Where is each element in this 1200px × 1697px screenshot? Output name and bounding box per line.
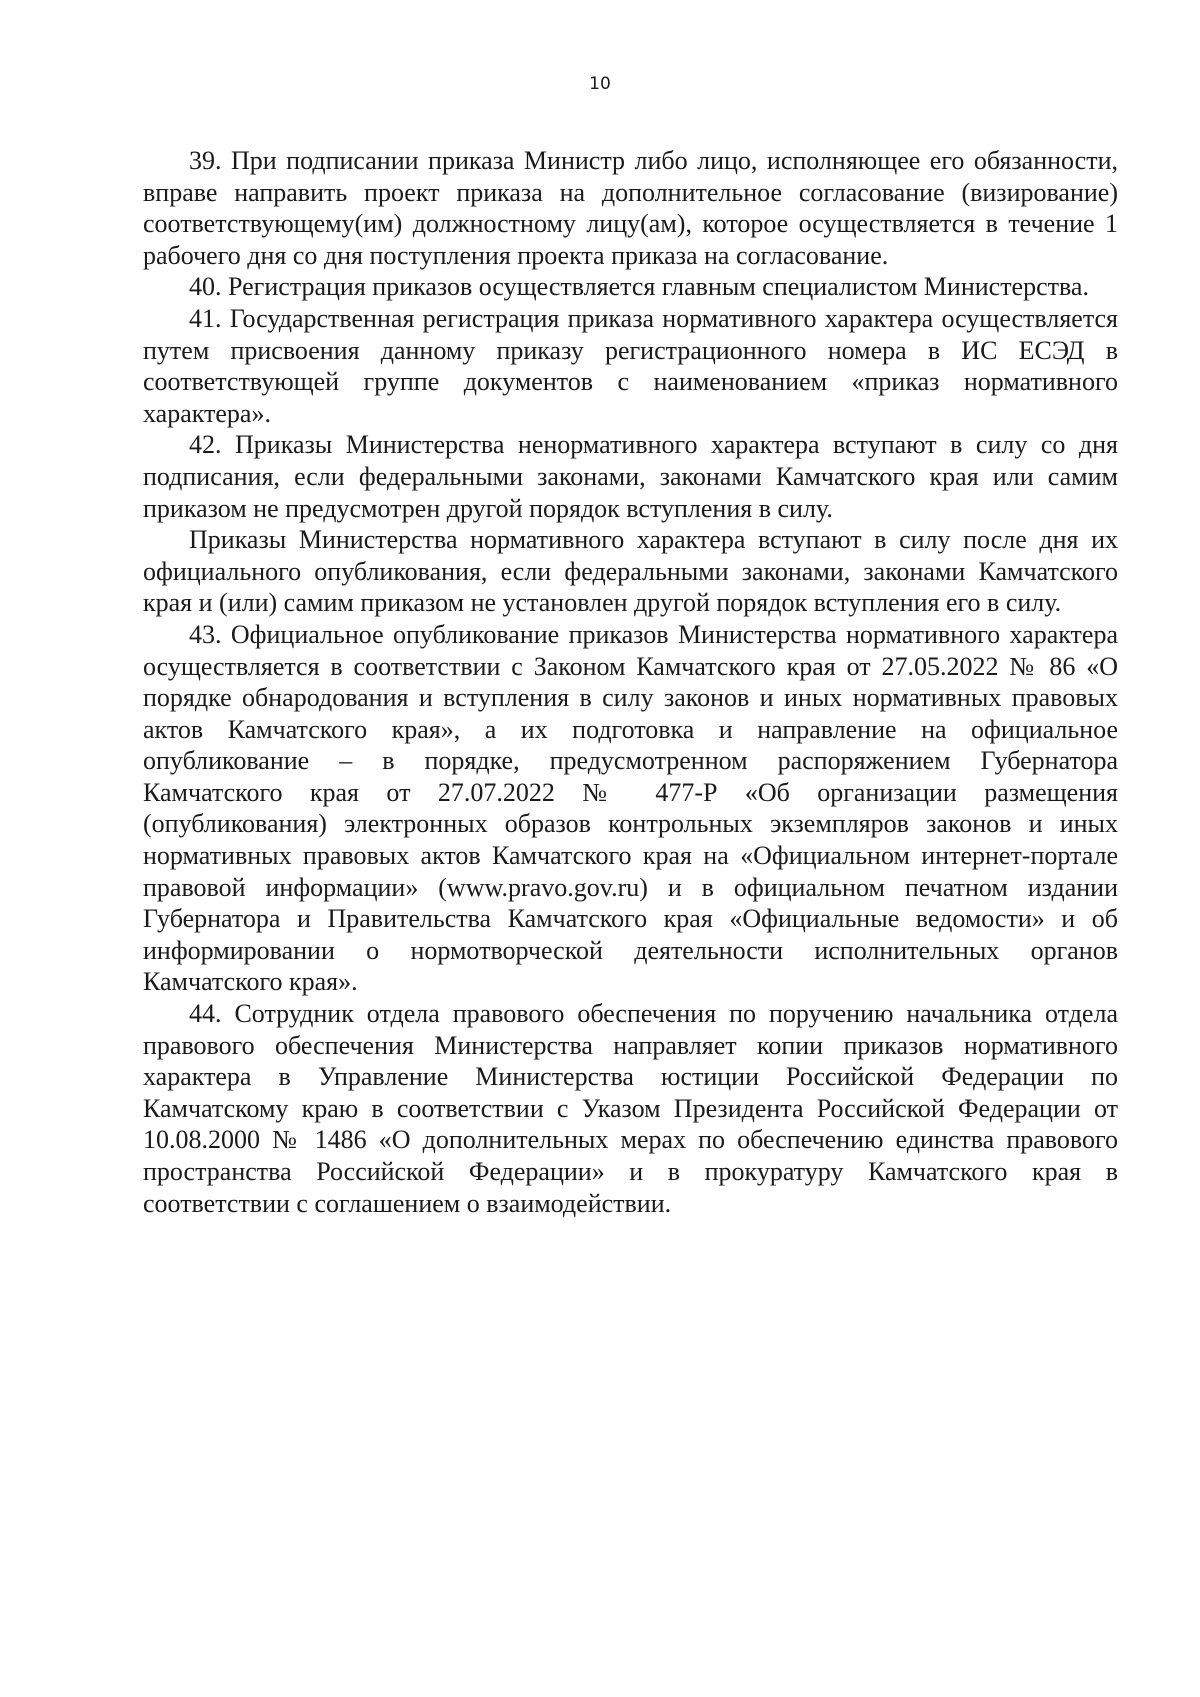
paragraph-42-continued: Приказы Министерства нормативного характера вступают в силу после дня их официального опубликования, если федеральными законами, законами Камчатского края и (или) самим приказом не установлен другой порядок вступления его в силу. [143, 525, 1118, 618]
paragraph-40: 40. Регистрация приказов осуществляется главным специалистом Министерства. [189, 272, 1089, 302]
paragraph-44: 44. Сотрудник отдела правового обеспечения по поручению начальника отдела правового обеспечения Министерства направляет копии приказов нормативного характера в Управление Министерства юстиции Российской Федерации по Камчатскому краю в соответствии с Указом Президента Российской Федерации от 10.08.2000 № 1486 «О дополнительных мерах по обеспечению единства правового пространства Российской Федерации» и в прокуратуру Камчатского края в соответствии с соглашением о взаимодействии. [143, 999, 1118, 1218]
paragraph-41: 41. Государственная регистрация приказа нормативного характера осуществляется путем присвоения данному приказу регистрационного номера в ИС ЕСЭД в соответствующей группе документов с наименованием «приказ нормативного характера». [143, 303, 1118, 428]
document-body [143, 145, 1118, 1219]
paragraph-39: 39. При подписании приказа Министр либо лицо, исполняющее его обязанности, вправе направить проект приказа на дополнительное согласование (визирование) соответствующему(им) должностному лицу(ам), которое осуществляется в течение 1 рабочего дня со дня поступления проекта приказа на согласование. [143, 146, 1118, 270]
page-number: 10 [589, 74, 611, 94]
paragraph-43: 43. Официальное опубликование приказов Министерства нормативного характера осуществляется в соответствии с Законом Камчатского края от 27.05.2022 № 86 «О порядке обнародования и вступления в силу законов и иных нормативных правовых актов Камчатского края», а их подготовка и направление на официальное опубликование – в порядке, предусмотренном распоряжением Губернатора Камчатского края от 27.07.2022 № 477-Р «Об организации размещения (опубликования) электронных образов контрольных экземпляров законов и иных нормативных правовых актов Камчатского края на «Официальном интернет-портале правовой информации» (www.pravo.gov.ru) и в официальном печатном издании Губернатора и Правительства Камчатского края «Официальные ведомости» и об информировании о нормотворческой деятельности исполнительных органов Камчатского края». [143, 619, 1118, 997]
paragraph-42: 42. Приказы Министерства ненормативного характера вступают в силу со дня подписания, если федеральными законами, законами Камчатского края или самим приказом не предусмотрен другой порядок вступления в силу. [143, 430, 1118, 523]
